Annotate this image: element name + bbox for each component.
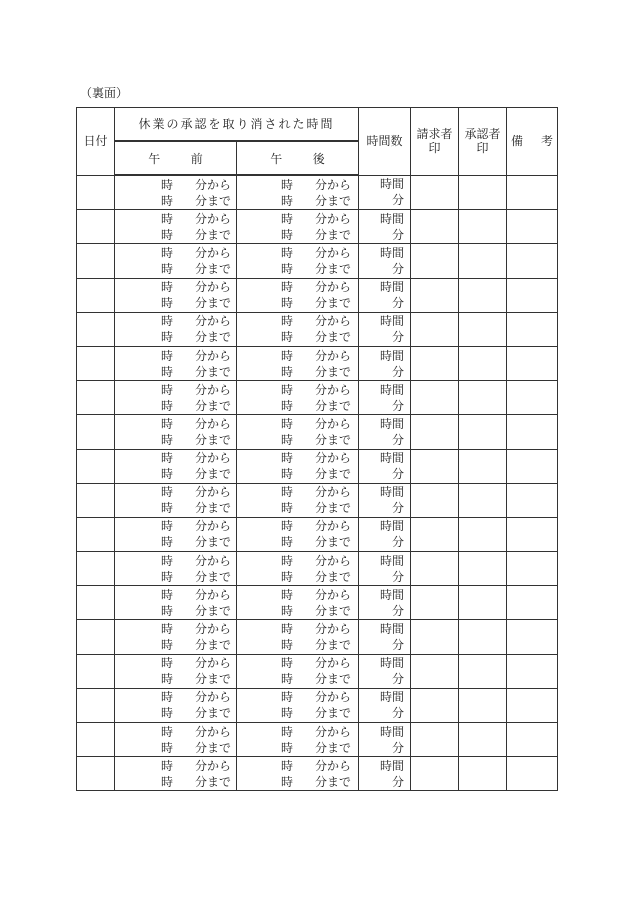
pm-time-cell[interactable]: 時 分から 時 分まで: [237, 552, 359, 586]
table-row: [77, 483, 558, 517]
table-row: [77, 278, 558, 312]
requester-seal-cell[interactable]: [411, 175, 459, 210]
remarks-cell[interactable]: [507, 346, 558, 380]
hours-cell[interactable]: 時間 分: [359, 415, 411, 449]
remarks-header: [507, 108, 558, 176]
remarks-cell[interactable]: [507, 244, 558, 278]
hours-cell[interactable]: 時間 分: [359, 723, 411, 757]
hours-cell[interactable]: 時間 分: [359, 381, 411, 415]
requester-seal-cell[interactable]: [411, 312, 459, 346]
remarks-cell[interactable]: [507, 210, 558, 244]
approver-seal-cell[interactable]: [459, 620, 507, 654]
date-cell[interactable]: [77, 517, 115, 551]
am-time-cell[interactable]: 時 分から 時 分まで: [115, 483, 237, 517]
am-time-cell[interactable]: 時 分から 時 分まで: [115, 723, 237, 757]
approver-seal-cell[interactable]: [459, 210, 507, 244]
remarks-cell[interactable]: [507, 517, 558, 551]
table-row: [77, 517, 558, 551]
pm-time-cell[interactable]: 時 分から 時 分まで: [237, 175, 359, 210]
hours-cell[interactable]: 時間 分: [359, 586, 411, 620]
hours-cell[interactable]: 時間 分: [359, 175, 411, 210]
remarks-cell[interactable]: [507, 278, 558, 312]
approver-seal-cell[interactable]: [459, 244, 507, 278]
remarks-cell[interactable]: [507, 175, 558, 210]
remarks-cell[interactable]: [507, 620, 558, 654]
requester-seal-cell[interactable]: [411, 346, 459, 380]
table-row: [77, 688, 558, 722]
remarks-cell[interactable]: [507, 654, 558, 688]
table-row: [77, 620, 558, 654]
date-cell[interactable]: [77, 483, 115, 517]
requester-seal-cell[interactable]: [411, 278, 459, 312]
hours-cell[interactable]: 時間 分: [359, 517, 411, 551]
remarks-char-2: 考: [541, 134, 554, 149]
table-row: [77, 552, 558, 586]
am-time-cell[interactable]: 時 分から 時 分まで: [115, 517, 237, 551]
table-row: [77, 244, 558, 278]
approver-seal-cell[interactable]: [459, 415, 507, 449]
pm-header: [237, 141, 359, 175]
am-time-cell[interactable]: 時 分から 時 分まで: [115, 552, 237, 586]
table-row: [77, 723, 558, 757]
approver-seal-cell[interactable]: [459, 517, 507, 551]
pm-time-cell[interactable]: 時 分から 時 分まで: [237, 346, 359, 380]
pm-time-cell[interactable]: 時 分から 時 分まで: [237, 620, 359, 654]
hours-cell[interactable]: 時間 分: [359, 244, 411, 278]
date-cell[interactable]: [77, 312, 115, 346]
remarks-cell[interactable]: [507, 688, 558, 722]
requester-seal-cell[interactable]: [411, 381, 459, 415]
remarks-char-1: 備: [511, 134, 524, 149]
remarks-cell[interactable]: [507, 586, 558, 620]
requester-seal-cell[interactable]: [411, 723, 459, 757]
table-row: [77, 586, 558, 620]
approver-seal-label: 印: [476, 141, 489, 156]
table-row: [77, 757, 558, 791]
approver-seal-cell[interactable]: [459, 552, 507, 586]
table-row: [77, 449, 558, 483]
am-time-cell[interactable]: 時 分から 時 分まで: [115, 278, 237, 312]
requester-seal-cell[interactable]: [411, 620, 459, 654]
hours-cell[interactable]: 時間 分: [359, 757, 411, 791]
pm-char-1: 午: [270, 151, 283, 166]
cancelled-time-header: 休業の承認を取り消された時間: [115, 108, 359, 142]
table-row: [77, 210, 558, 244]
requester-seal-cell[interactable]: [411, 210, 459, 244]
table-row: [77, 654, 558, 688]
am-time-cell[interactable]: 時 分から 時 分まで: [115, 688, 237, 722]
am-time-cell[interactable]: 時 分から 時 分まで: [115, 381, 237, 415]
remarks-cell[interactable]: [507, 757, 558, 791]
hours-cell[interactable]: 時間 分: [359, 210, 411, 244]
remarks-cell[interactable]: [507, 449, 558, 483]
remarks-cell[interactable]: [507, 483, 558, 517]
date-header: 日付: [77, 108, 115, 176]
date-cell[interactable]: [77, 449, 115, 483]
remarks-cell[interactable]: [507, 381, 558, 415]
date-cell[interactable]: [77, 586, 115, 620]
requester-seal-cell[interactable]: [411, 449, 459, 483]
am-time-cell[interactable]: 時 分から 時 分まで: [115, 346, 237, 380]
approver-seal-cell[interactable]: [459, 723, 507, 757]
am-time-cell[interactable]: 時 分から 時 分まで: [115, 415, 237, 449]
requester-seal-cell[interactable]: [411, 757, 459, 791]
hours-cell[interactable]: 時間 分: [359, 483, 411, 517]
hours-cell[interactable]: 時間 分: [359, 346, 411, 380]
date-cell[interactable]: [77, 620, 115, 654]
pm-time-cell[interactable]: 時 分から 時 分まで: [237, 483, 359, 517]
am-time-cell[interactable]: 時 分から 時 分まで: [115, 757, 237, 791]
table-row: [77, 346, 558, 380]
requester-seal-cell[interactable]: [411, 244, 459, 278]
requester-seal-cell[interactable]: [411, 415, 459, 449]
am-time-cell[interactable]: 時 分から 時 分まで: [115, 449, 237, 483]
approver-seal-cell[interactable]: [459, 654, 507, 688]
date-cell[interactable]: [77, 757, 115, 791]
approver-seal-cell[interactable]: [459, 381, 507, 415]
approver-seal-cell[interactable]: [459, 278, 507, 312]
date-cell[interactable]: [77, 175, 115, 210]
leave-cancellation-table: [76, 107, 558, 791]
approver-label: 承認者: [464, 127, 501, 142]
requester-seal-cell[interactable]: [411, 586, 459, 620]
date-cell[interactable]: [77, 210, 115, 244]
remarks-cell[interactable]: [507, 723, 558, 757]
table-row: [77, 415, 558, 449]
pm-time-cell[interactable]: 時 分から 時 分まで: [237, 415, 359, 449]
date-cell[interactable]: [77, 346, 115, 380]
table-row: [77, 381, 558, 415]
remarks-cell[interactable]: [507, 312, 558, 346]
requester-seal-header: [411, 108, 459, 176]
am-time-cell[interactable]: 時 分から 時 分まで: [115, 586, 237, 620]
pm-time-cell[interactable]: 時 分から 時 分まで: [237, 210, 359, 244]
date-cell[interactable]: [77, 244, 115, 278]
am-time-cell[interactable]: 時 分から 時 分まで: [115, 620, 237, 654]
pm-time-cell[interactable]: 時 分から 時 分まで: [237, 312, 359, 346]
hours-cell[interactable]: 時間 分: [359, 654, 411, 688]
approver-seal-cell[interactable]: [459, 175, 507, 210]
approver-seal-cell[interactable]: [459, 757, 507, 791]
table-row: [77, 175, 558, 210]
hours-cell[interactable]: 時間 分: [359, 688, 411, 722]
date-cell[interactable]: [77, 381, 115, 415]
pm-time-cell[interactable]: 時 分から 時 分まで: [237, 449, 359, 483]
requester-seal-cell[interactable]: [411, 517, 459, 551]
date-cell[interactable]: [77, 723, 115, 757]
requester-seal-cell[interactable]: [411, 654, 459, 688]
approver-seal-cell[interactable]: [459, 312, 507, 346]
approver-seal-cell[interactable]: [459, 483, 507, 517]
requester-seal-label: 印: [428, 141, 441, 156]
hours-cell[interactable]: 時間 分: [359, 449, 411, 483]
am-char-2: 前: [190, 151, 203, 166]
hours-cell[interactable]: 時間 分: [359, 552, 411, 586]
pm-time-cell[interactable]: 時 分から 時 分まで: [237, 278, 359, 312]
am-time-cell[interactable]: 時 分から 時 分まで: [115, 175, 237, 210]
date-cell[interactable]: [77, 654, 115, 688]
reverse-side-label: （裏面）: [80, 86, 129, 100]
approver-seal-cell[interactable]: [459, 688, 507, 722]
requester-seal-cell[interactable]: [411, 552, 459, 586]
pm-time-cell[interactable]: 時 分から 時 分まで: [237, 244, 359, 278]
hours-header: 時間数: [359, 108, 411, 176]
date-cell[interactable]: [77, 415, 115, 449]
requester-label: 請求者: [416, 127, 453, 142]
pm-time-cell[interactable]: 時 分から 時 分まで: [237, 586, 359, 620]
date-cell[interactable]: [77, 552, 115, 586]
date-cell[interactable]: [77, 278, 115, 312]
requester-seal-cell[interactable]: [411, 688, 459, 722]
am-char-1: 午: [148, 151, 161, 166]
approver-seal-header: [459, 108, 507, 176]
hours-cell[interactable]: 時間 分: [359, 278, 411, 312]
approver-seal-cell[interactable]: [459, 449, 507, 483]
requester-seal-cell[interactable]: [411, 483, 459, 517]
date-cell[interactable]: [77, 688, 115, 722]
remarks-cell[interactable]: [507, 415, 558, 449]
am-time-cell[interactable]: 時 分から 時 分まで: [115, 654, 237, 688]
am-time-cell[interactable]: 時 分から 時 分まで: [115, 244, 237, 278]
am-header: [115, 141, 237, 175]
pm-time-cell[interactable]: 時 分から 時 分まで: [237, 381, 359, 415]
pm-time-cell[interactable]: 時 分から 時 分まで: [237, 757, 359, 791]
pm-time-cell[interactable]: 時 分から 時 分まで: [237, 688, 359, 722]
hours-cell[interactable]: 時間 分: [359, 620, 411, 654]
pm-time-cell[interactable]: 時 分から 時 分まで: [237, 654, 359, 688]
pm-time-cell[interactable]: 時 分から 時 分まで: [237, 517, 359, 551]
am-time-cell[interactable]: 時 分から 時 分まで: [115, 312, 237, 346]
table-row: [77, 312, 558, 346]
approver-seal-cell[interactable]: [459, 346, 507, 380]
hours-cell[interactable]: 時間 分: [359, 312, 411, 346]
approver-seal-cell[interactable]: [459, 586, 507, 620]
am-time-cell[interactable]: 時 分から 時 分まで: [115, 210, 237, 244]
pm-time-cell[interactable]: 時 分から 時 分まで: [237, 723, 359, 757]
pm-char-2: 後: [312, 151, 325, 166]
remarks-cell[interactable]: [507, 552, 558, 586]
